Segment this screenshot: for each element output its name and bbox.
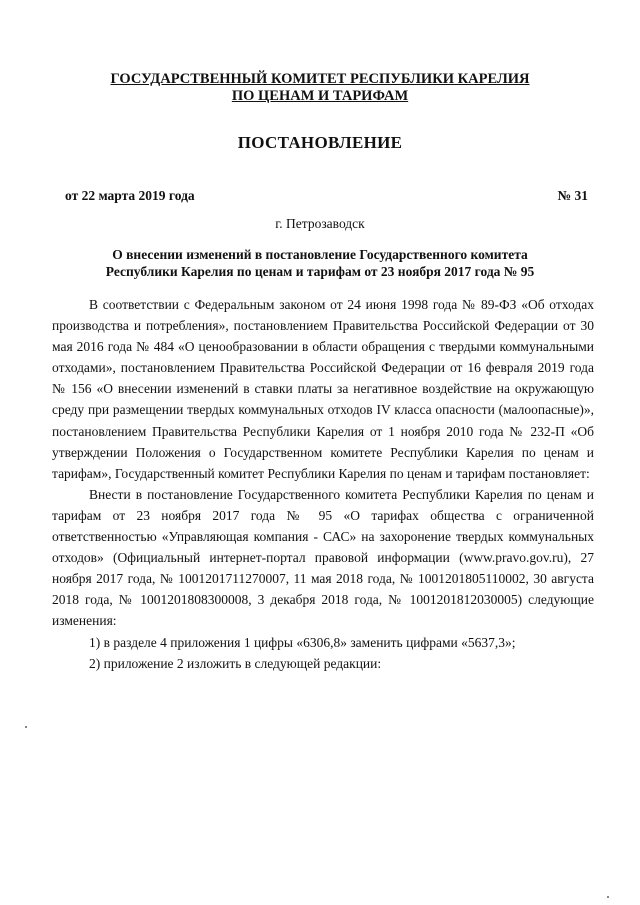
list-item-2: 2) приложение 2 изложить в следующей редакции: xyxy=(89,655,382,671)
document-subject xyxy=(0,246,640,280)
document-date: от 22 марта 2019 года xyxy=(65,188,195,203)
issuer-line-1: ГОСУДАРСТВЕННЫЙ КОМИТЕТ РЕСПУБЛИКИ КАРЕЛИЯ xyxy=(110,71,530,87)
scan-speck xyxy=(25,726,27,728)
paragraph-amendment: Внести в постановление Государственного комитета Республики Карелия по ценам и тарифам от 23 ноября 2017 года № 95 «О тарифах общества с ограниченной ответственностью «Управляющая компания - САС» на захоронение твердых коммунальных отходов» (Официальный интернет-портал правовой информации (www.pravo.gov.ru), 27 ноября 2017 года, № 1001201711270007, 11 мая 2018 года, № 1001201805110002, 30 августа 2018 года, № 1001201808300008, 3 декабря 2018 года, № 1001201812030005) следующие изменения: xyxy=(52,486,594,629)
document-body xyxy=(52,294,594,674)
document-city: г. Петрозаводск xyxy=(275,216,365,231)
subject-line-2: Республики Карелия по ценам и тарифам от 23 ноября 2017 года № 95 xyxy=(105,264,535,279)
list-item-1: 1) в разделе 4 приложения 1 цифры «6306,8» заменить цифрами «5637,3»; xyxy=(89,634,516,650)
issuer-line-2: ПО ЦЕНАМ И ТАРИФАМ xyxy=(231,88,409,104)
subject-line-1: О внесении изменений в постановление Государственного комитета xyxy=(112,247,528,262)
paragraph-preamble: В соответствии с Федеральным законом от 24 июня 1998 года № 89-ФЗ «Об отходах производства и потребления», постановлением Правительства Российской Федерации от 30 мая 2016 года № 484 «О ценообразовании в области обращения с твердыми коммунальными отходами», постановлением Правительства Российской Федерации от 16 февраля 2019 года № 156 «О внесении изменений в ставки платы за негативное воздействие на окружающую среду при размещении твердых коммунальных отходов IV класса опасности (малоопасные)», постановлением Правительства Республики Карелия от 1 ноября 2010 года № 232-П «Об утверждении Положения о Государственном комитете Республики Карелия по ценам и тарифам», Государственный комитет Республики Карелия по ценам и тарифам постановляет: xyxy=(52,297,594,481)
document-number: № 31 xyxy=(557,188,588,203)
issuer-header xyxy=(0,71,640,105)
document-title: ПОСТАНОВЛЕНИЕ xyxy=(237,133,403,152)
scan-speck xyxy=(607,896,609,898)
